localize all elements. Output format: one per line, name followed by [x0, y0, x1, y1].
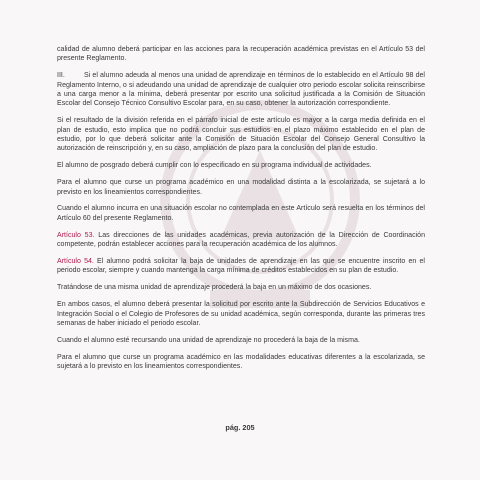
document-body — [57, 45, 425, 379]
roman-numeral: III. — [57, 72, 65, 80]
paragraph-text: Para el alumno que curse un programa académico en una modalidad distinta a la escolarizada, se sujetará a lo previsto en los lineamientos correspondientes. — [57, 179, 425, 196]
paragraph-text: Las direcciones de las unidades académicas, previa autorización de la Dirección de Coordinación competente, podrán establecer acciones para la recuperación académica de los alumnos. — [57, 231, 425, 249]
paragraph-text: El alumno de posgrado deberá cumplir con lo especificado en su programa individual de actividades. — [57, 162, 372, 170]
paragraph — [57, 178, 425, 197]
paragraph-text: Para el alumno que curse un programa académico en las modalidades educativas diferentes a la escolarizada, se sujetará a lo previsto en los lineamientos correspondientes. — [57, 353, 425, 371]
paragraph — [57, 257, 425, 276]
paragraph — [57, 161, 425, 170]
paragraph — [57, 231, 425, 250]
paragraph — [57, 283, 425, 292]
paragraph — [57, 336, 425, 345]
article-heading: Artículo 54. — [57, 258, 94, 265]
paragraph — [57, 116, 425, 153]
paragraph-text: Si el resultado de la división referida en el párrafo inicial de este artículo es mayor a la carga media definida en el plan de estudio, esto implica que no podrá concluir sus estudios en el plazo máximo establecido en el plan de estudio, por lo que deberá solicitar ante la Comisión de Situación Escolar del Consejo General Consultivo la autorización de reinscripción y, en su caso, ampliación de plazo para la conclusión del plan de estudio. — [57, 117, 425, 153]
paragraph — [57, 204, 425, 223]
paragraph-text: El alumno podrá solicitar la baja de unidades de aprendizaje en las que se encuentre inscrito en el periodo escolar, siempre y cuando mantenga la carga mínima de créditos establecidos en su plan de estudio. — [57, 258, 425, 275]
paragraph — [57, 71, 425, 108]
paragraph — [57, 45, 425, 64]
paragraph — [57, 300, 425, 328]
paragraph-text: Cuando el alumno esté recursando una unidad de aprendizaje no procederá la baja de la misma. — [57, 336, 360, 344]
article-heading: Artículo 53. — [57, 231, 95, 239]
page-number: pág. 205 — [225, 423, 255, 432]
paragraph-text: calidad de alumno deberá participar en las acciones para la recuperación académica previstas en el Artículo 53 del presente Reglamento. — [57, 46, 425, 63]
paragraph — [57, 353, 425, 372]
paragraph-text: Si el alumno adeuda al menos una unidad de aprendizaje en términos de lo establecido en el Artículo 98 del Reglamento Interno, o si adeudando una unidad de aprendizaje de cualquier otro periodo escolar solicita reinscribirse a una carga menor a la mínima, deberá presentar por escrito una solicitud justificada a la Comisión de Situación Escolar del Consejo Técnico Consultivo Escolar para, en su caso, obtener la autorización correspondiente. — [57, 72, 425, 108]
paragraph-text: Cuando el alumno incurra en una situación escolar no contemplada en este Artículo será resuelta en los términos del Artículo 60 del presente Reglamento. — [57, 205, 425, 222]
paragraph-text: Tratándose de una misma unidad de aprendizaje procederá la baja en un máximo de dos ocasiones. — [57, 284, 372, 292]
paragraph-text: En ambos casos, el alumno deberá presentar la solicitud por escrito ante la Subdirección de Servicios Educativos e Integración Social o el Colegio de Profesores de su unidad académica, según corresponda, durante las primeras tres semanas de haber iniciado el periodo escolar. — [57, 301, 425, 327]
